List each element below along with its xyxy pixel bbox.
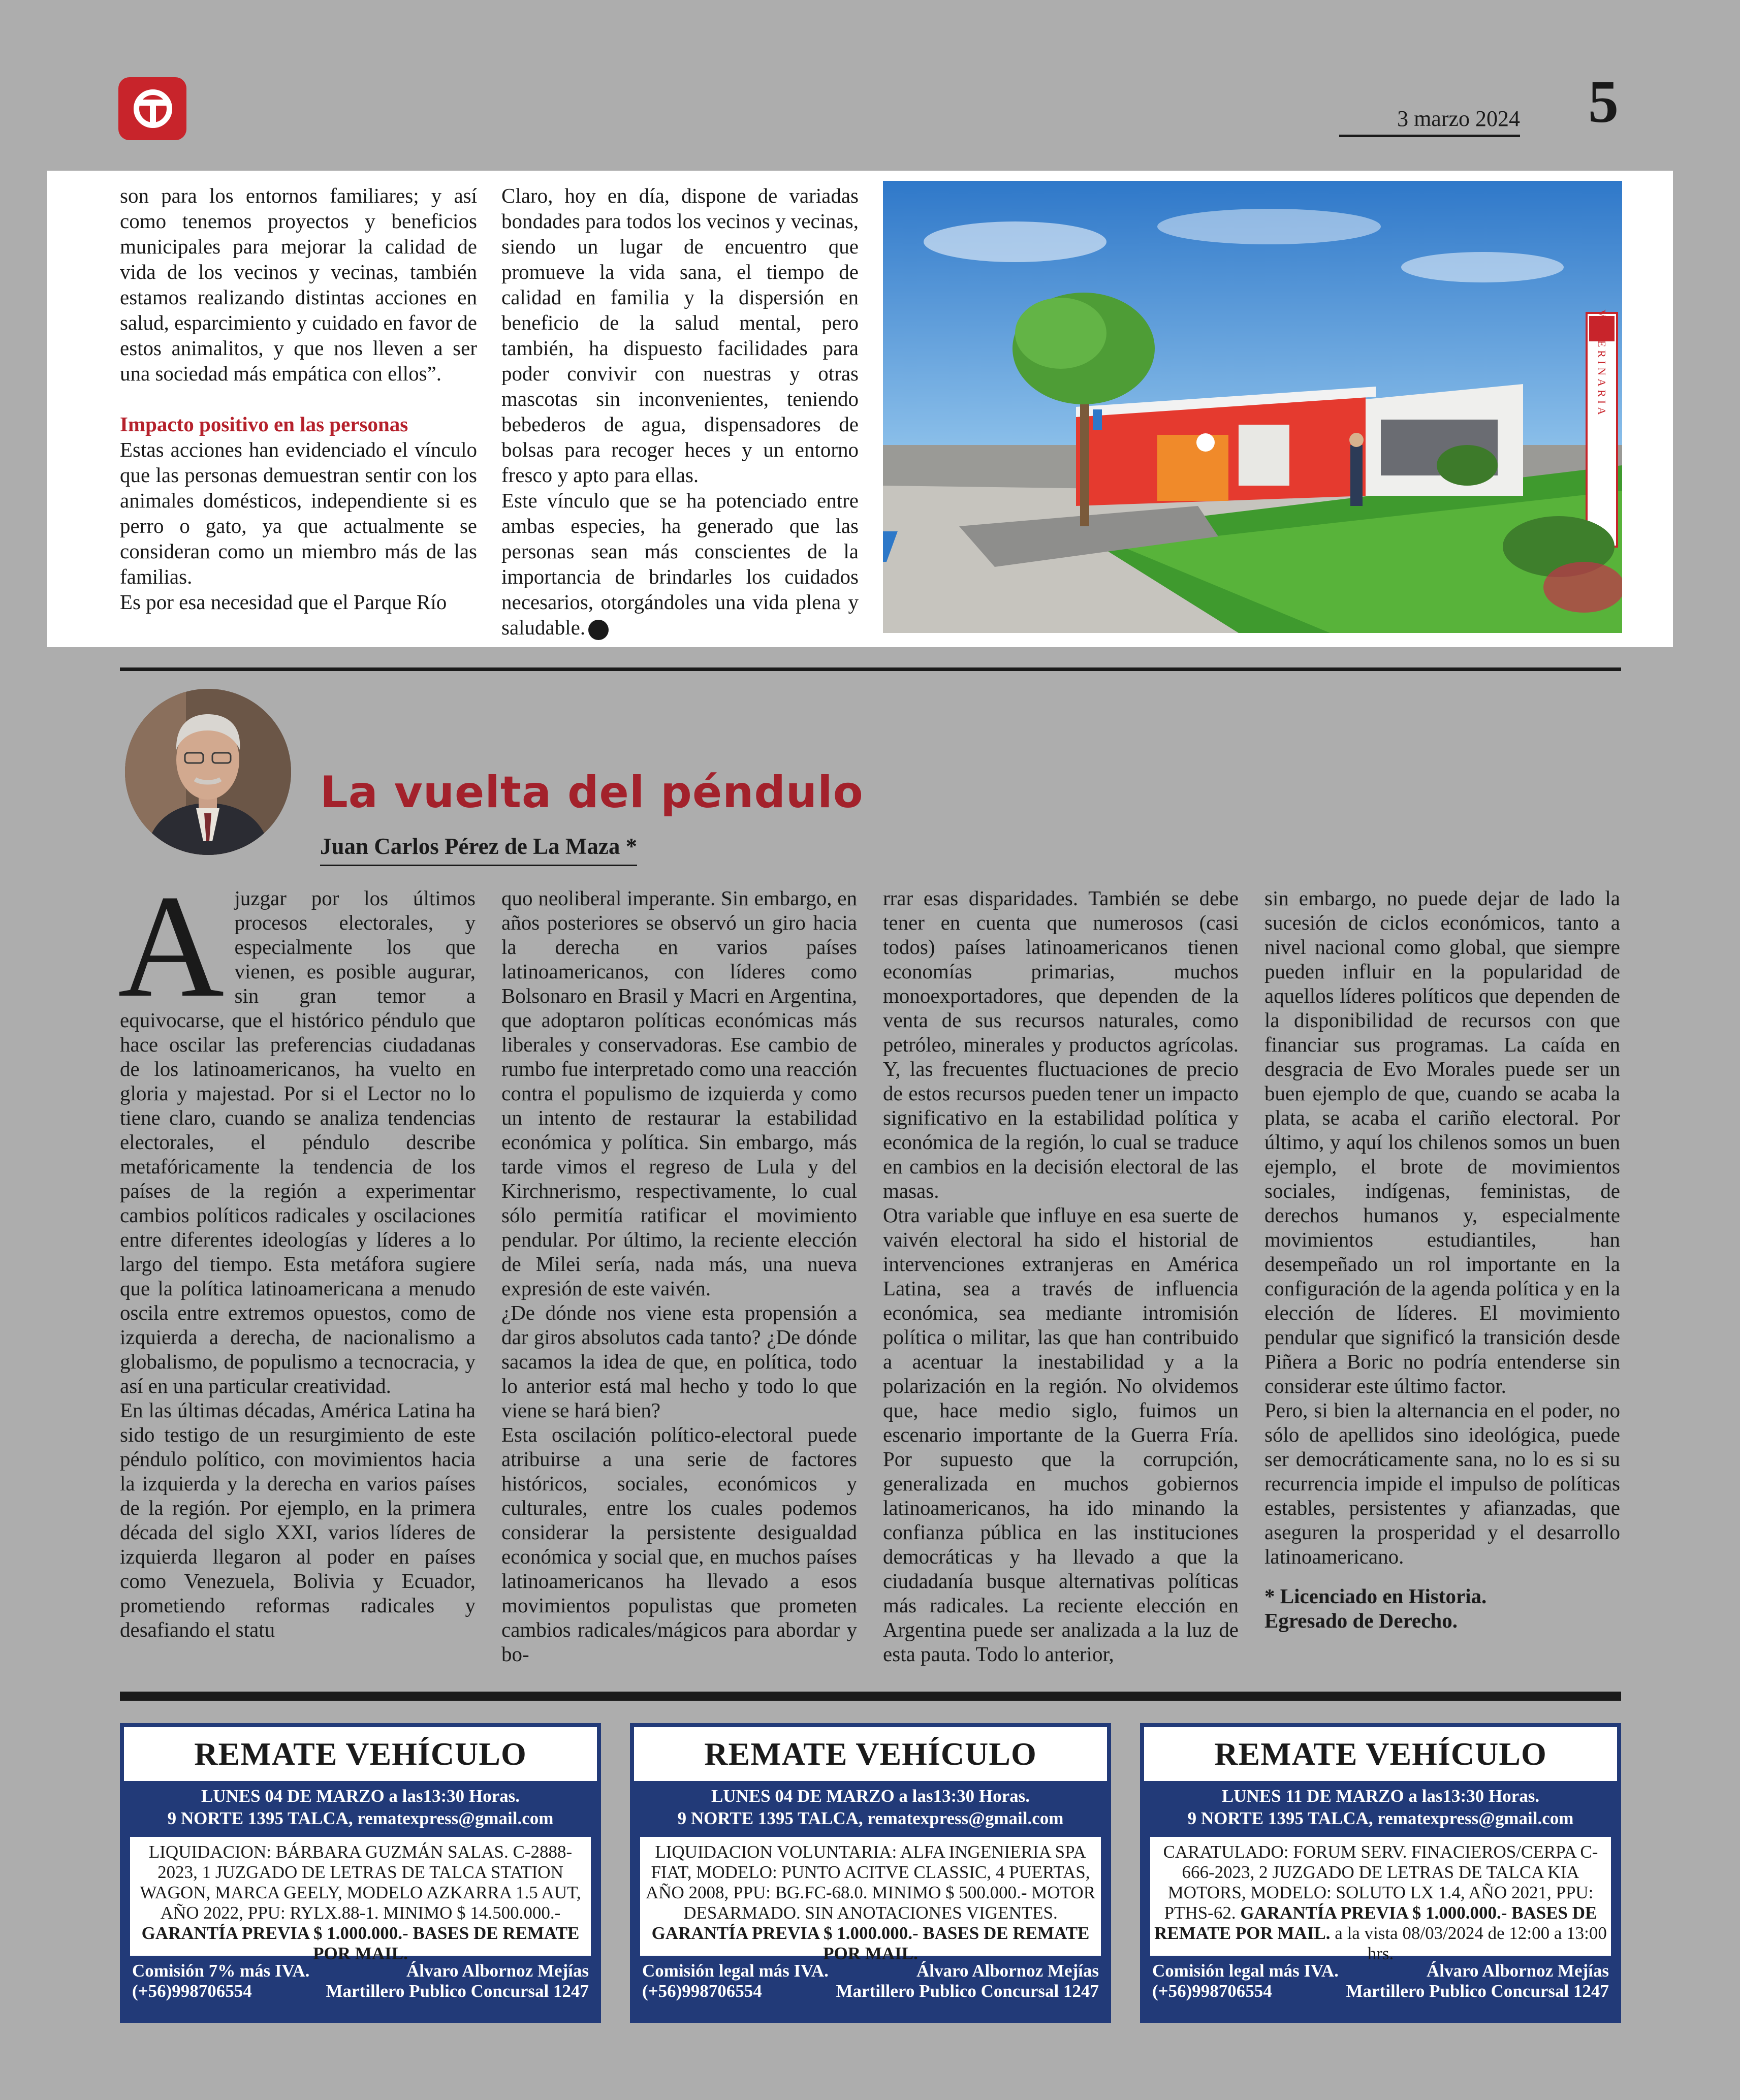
- article-end-mark: [588, 620, 609, 640]
- ad-footer: Comisión legal más IVA. Álvaro Albornoz Mejías (+56)998706554 Martillero Publico Concursal 1247: [1152, 1961, 1609, 2001]
- issue-date: 3 marzo 2024: [1339, 106, 1520, 137]
- paragraph: En las últimas décadas, América Latina ha sido testigo de un resurgimiento de este péndulo político, con movimientos hacia la izquierda y la derecha en varios países de la región. Por ejemplo, en la primera década del siglo XXI, varios líderes de izquierda llegaron al poder en países como Venezuela, Bolivia y Ecuador, prometiendo reformas radicales y desafiando el statu: [120, 1398, 476, 1641]
- photo-sign-veterinaria: VETERINARIA: [1595, 309, 1608, 418]
- auction-ad-1: [120, 1723, 601, 2023]
- ad-date-address: LUNES 11 DE MARZO a las13:30 Horas. 9 NORTE 1395 TALCA, rematexpress@gmail.com: [1187, 1786, 1574, 1828]
- ad-body: LIQUIDACION: BÁRBARA GUZMÁN SALAS. C-2888-2023, 1 JUZGADO DE LETRAS DE TALCA STATION WAGON, MARCA GEELY, MODELO AZKARRA 1.5 AUT, AÑO 2022, PPU: RYLX.88-1. MINIMO $ 14.500.000.- GARANTÍA PREVIA $ 1.000.000.- BASES DE REMATE POR MAIL.: [130, 1837, 591, 1956]
- ad-body: CARATULADO: FORUM SERV. FINACIEROS/CERPA C-666-2023, 2 JUZGADO DE LETRAS DE TALCA KIA MOTORS, MODELO: SOLUTO LX 1.4, AÑO 2021, PPU: PTHS-62. GARANTÍA PREVIA $ 1.000.000.- BASES DE REMATE POR MAIL. a la vista 08/03/2024 de 12:00 a 13:00 hrs.: [1150, 1837, 1611, 1956]
- author-note: Egresado de Derecho.: [1264, 1609, 1458, 1632]
- drop-cap: A: [118, 865, 225, 1028]
- opinion-headline: La vuelta del péndulo: [320, 767, 864, 818]
- newspaper-logo: [118, 77, 186, 140]
- paragraph: quo neoliberal imperante. Sin embargo, en años posteriores se observó un giro hacia la derecha en varios países latinoamericanos, con líderes como Bolsonaro en Brasil y Macri en Argentina, que adoptaron políticas económicas más liberales y conservadoras. Ese cambio de rumbo fue interpretado como una reacción contra el populismo de izquierda y como un intento de restaurar la estabilidad económica y política. Sin embargo, más tarde vimos el regreso de Lula y del Kirchnerismo, respectivamente, lo cual sólo permitía ratificar el movimiento pendular. Por último, la reciente elección de Milei sería, nada más, una nueva expresión de este vaivén.: [501, 886, 857, 1300]
- veterinary-clinic-rendering: [883, 181, 1622, 633]
- auction-ad-3: [1140, 1723, 1621, 2023]
- ad-footer: Comisión 7% más IVA. Álvaro Albornoz Mejías (+56)998706554 Martillero Publico Concursal 1247: [132, 1961, 589, 2001]
- page-number: 5: [1588, 68, 1619, 135]
- auction-ad-2: [630, 1723, 1111, 2023]
- paragraph: son para los entornos familiares; y así como tenemos proyectos y beneficios municipales para mejorar la calidad de vida de los vecinos y vecinas, también estamos realizando distintas acciones en salud, esparcimiento y cuidado en favor de estos animalitos, y que nos lleven a ser una sociedad más empática con ellos”.: [120, 184, 477, 385]
- paragraph: Claro, hoy en día, dispone de variadas bondades para todos los vecinos y vecinas, siendo un lugar de encuentro que promueve la vida sana, el tiempo de calidad en familia y la dispersión en beneficio de la salud mental, pero también, ha dispuesto facilidades para poder convivir con nuestras y otras mascotas sin inconvenientes, teniendo bebederos de agua, dispensadores de bolsas para recoger heces y un entorno fresco y apto para ellas.: [501, 184, 859, 487]
- paragraph: rrar esas disparidades. También se debe tener en cuenta que numerosos (casi todos) países latinoamericanos tienen economías primarias, muchos monoexportadores, que dependen de la venta de sus recursos naturales, como petróleo, minerales y productos agrícolas. Y, las frecuentes fluctuaciones de precio de estos recursos pueden tener un impacto significativo en la estabilidad política y económica de la región, lo cual se traduce en cambios en la decisión electoral de las masas.: [883, 886, 1239, 1202]
- paragraph: Otra variable que influye en esa suerte de vaivén electoral ha sido el historial de intervenciones extranjeras en América Latina, sea a través de influencia económica, sea mediante intromisión política o militar, las que han contribuido a acentuar la inestabilidad y a la polarización en la región. No olvidemos que, hace medio siglo, fuimos un escenario importante de la Guerra Fría. Por supuesto que la corrupción, generalizada en muchos gobiernos latinoamericanos, ha ido minando la confianza pública en las instituciones democráticas y ha llevado a que la ciudadanía busque alternativas políticas más radicales. La reciente elección en Argentina puede ser analizada a la luz de esta pauta. Todo lo anterior,: [883, 1203, 1239, 1666]
- ad-date-address: LUNES 04 DE MARZO a las13:30 Horas. 9 NORTE 1395 TALCA, rematexpress@gmail.com: [677, 1786, 1064, 1828]
- paragraph: juzgar por los últimos procesos electorales, y especialmente los que vienen, es posible augurar, sin gran temor a equivocarse, que el histórico péndulo que hace oscilar las preferencias ciudadanas de los latinoamericanos, ha vuelto en gloria y majestad. Por si el Lector no lo tiene claro, cuando se analiza tendencias electorales, el péndulo describe metafóricamente la tendencia de los países de la región a experimentar cambios políticos radicales y oscilaciones entre diferentes ideologías y líderes a lo largo del tiempo. Esta metáfora sugiere que la política latinoamericana a menudo oscila entre extremos opuestos, como de izquierda a derecha, de nacionalismo a globalismo, de populismo a tecnocracia, y así en una particular creatividad.: [120, 886, 476, 1397]
- opinion-column-1: [118, 865, 476, 1642]
- opinion-column-3: [883, 886, 1239, 1666]
- opinion-column-4: [1264, 886, 1620, 1633]
- paragraph: Esta oscilación político-electoral puede atribuirse a una serie de factores históricos, sociales, económicos y culturales, entre los cuales podemos considerar la persistente desigualdad económica y social que, en muchos países latinoamericanos ha llevado a esos movimientos populistas que prometen cambios radicales/mágicos para abordar y bo-: [501, 1423, 857, 1666]
- ads-divider: [120, 1692, 1621, 1701]
- paragraph: Estas acciones han evidenciado el vínculo que las personas demuestran sentir con los animales domésticos, independiente si es perro o gato, ya que actualmente se consideran como un miembro más de las familias.: [120, 438, 477, 588]
- top-article-column-2: [501, 183, 859, 640]
- opinion-byline: Juan Carlos Pérez de La Maza *: [320, 833, 637, 866]
- author-portrait: [125, 689, 291, 855]
- paragraph: sin embargo, no puede dejar de lado la sucesión de ciclos económicos, tanto a nivel nacional como global, que siempre pueden influir en la popularidad de aquellos líderes políticos que dependen de la disponibilidad de recursos con que financiar sus programas. La caída en desgracia de Evo Morales puede ser un buen ejemplo de que, cuando se acaba la plata, se acaba el cariño electoral. Por último, y aquí los chilenos somos un buen ejemplo, el brote de movimientos sociales, indígenas, feministas, de derechos humanos y, especialmente movimientos estudiantiles, han desempeñado un rol importante en la configuración de la agenda política y en la elección de líderes. El movimiento pendular que significó la transición desde Piñera a Boric no podría entenderse sin considerar este último factor.: [1264, 886, 1620, 1397]
- opinion-column-2: [501, 886, 857, 1666]
- author-note: * Licenciado en Historia.: [1264, 1584, 1487, 1608]
- paragraph: ¿De dónde nos viene esta propensión a dar giros absolutos cada tanto? ¿De dónde sacamos la idea de que, en política, todo lo anterior está mal hecho y todo lo que viene se hará bien?: [501, 1301, 857, 1422]
- subheading: Impacto positivo en las personas: [120, 412, 408, 436]
- paragraph: Es por esa necesidad que el Parque Río: [120, 590, 447, 614]
- ad-title: REMATE VEHÍCULO: [124, 1727, 597, 1781]
- top-article-column-1: [120, 183, 477, 615]
- ad-title: REMATE VEHÍCULO: [1144, 1727, 1617, 1781]
- ad-body: LIQUIDACION VOLUNTARIA: ALFA INGENIERIA SPA FIAT, MODELO: PUNTO ACITVE CLASSIC, 4 PUERTAS, AÑO 2008, PPU: BG.FC-68.0. MINIMO $ 500.000.- MOTOR DESARMADO. SIN ANOTACIONES VIGENTES. GARANTÍA PREVIA $ 1.000.000.- BASES DE REMATE POR MAIL.: [640, 1837, 1101, 1956]
- ad-title: REMATE VEHÍCULO: [634, 1727, 1107, 1781]
- paragraph: Pero, si bien la alternancia en el poder, no sólo de apellidos sino ideológica, puede ser democráticamente sana, no lo es si su recurrencia impide el impulso de políticas estables, persistentes y afianzadas, que aseguren la prosperidad y el desarrollo latinoamericano.: [1264, 1398, 1620, 1568]
- ad-footer: Comisión legal más IVA. Álvaro Albornoz Mejías (+56)998706554 Martillero Publico Concursal 1247: [642, 1961, 1099, 2001]
- ad-date-address: LUNES 04 DE MARZO a las13:30 Horas. 9 NORTE 1395 TALCA, rematexpress@gmail.com: [167, 1786, 554, 1828]
- section-divider: [120, 667, 1621, 671]
- paragraph: Este vínculo que se ha potenciado entre ambas especies, ha generado que las personas sean más conscientes de la importancia de brindarles los cuidados necesarios, otorgándoles una vida plena y saludable.: [501, 489, 859, 639]
